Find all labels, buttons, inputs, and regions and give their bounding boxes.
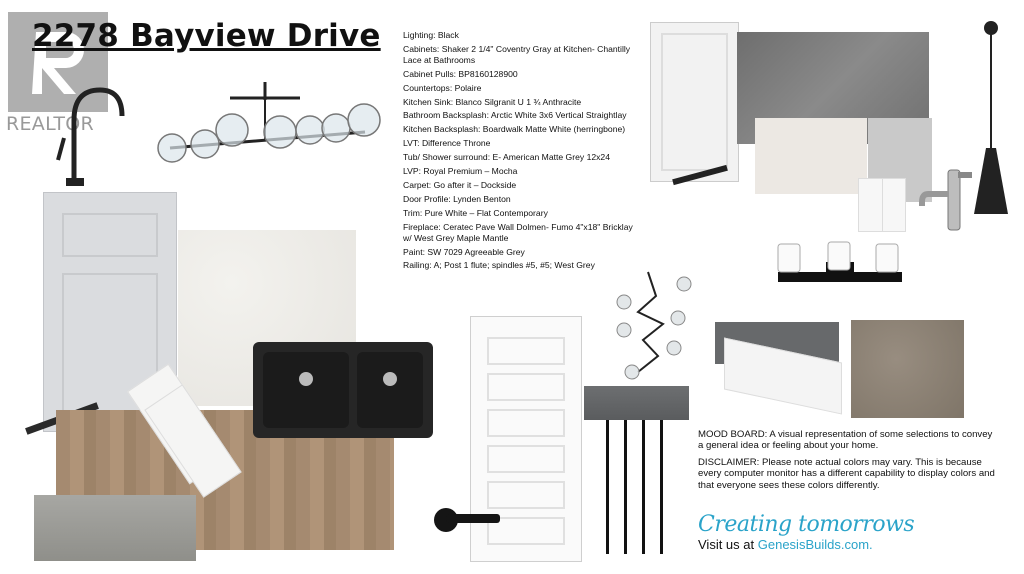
spec-door-profile: Door Profile: Lynden Benton bbox=[403, 193, 511, 204]
spec-lvt: LVT: Difference Throne bbox=[403, 138, 491, 149]
railing-spindle-2 bbox=[624, 420, 627, 554]
bathroom-cabinet-door-swatch bbox=[650, 22, 739, 182]
realtor-watermark-text: REALTOR bbox=[6, 113, 95, 135]
disclaimer-note: DISCLAIMER: Please note actual colors may vary. This is because every computer monitor has a different capability to display colors and that everyone sees these colors differently. bbox=[698, 456, 995, 491]
spec-bathroom-backsplash: Bathroom Backsplash: Arctic White 3x6 Vertical Straightlay bbox=[403, 110, 627, 121]
genesis-tagline: Creating tomorrows bbox=[698, 512, 915, 537]
mood-board-note: MOOD BOARD: A visual representation of some selections to convey a general idea or feeling about your home. bbox=[698, 429, 993, 452]
branch-chandelier-image bbox=[608, 268, 698, 384]
spec-tub-shower: Tub/ Shower surround: E- American Matte Grey 12x24 bbox=[403, 152, 610, 163]
spec-carpet: Carpet: Go after it – Dockside bbox=[403, 179, 517, 190]
railing-spindle-3 bbox=[642, 420, 645, 554]
carpet-dockside-swatch bbox=[851, 320, 964, 418]
website-link[interactable]: GenesisBuilds.com. bbox=[757, 537, 873, 552]
notes-block bbox=[698, 429, 998, 496]
door-lever-handle-image bbox=[432, 500, 504, 540]
bathroom-faucet-image bbox=[918, 166, 974, 232]
spec-paint: Paint: SW 7029 Agreeable Grey bbox=[403, 246, 525, 257]
chandelier-image bbox=[150, 80, 390, 170]
spec-lighting: Lighting: Black bbox=[403, 30, 459, 40]
railing-spindle-4 bbox=[660, 420, 663, 554]
property-title: 2278 Bayview Drive bbox=[32, 18, 381, 54]
spec-cabinet-pulls: Cabinet Pulls: BP8160128900 bbox=[403, 68, 518, 79]
subway-tile-swatch-2 bbox=[882, 178, 906, 232]
railing-handrail-swatch bbox=[584, 386, 689, 420]
vanity-light-image bbox=[772, 238, 908, 288]
visit-prefix: Visit us at bbox=[698, 537, 755, 552]
spec-kitchen-backsplash: Kitchen Backsplash: Boardwalk Matte White (herringbone) bbox=[403, 124, 626, 135]
selection-specs-list bbox=[403, 30, 635, 274]
spec-cabinets: Cabinets: Shaker 2 1/4" Coventry Gray at Kitchen- Chantilly Lace at Bathrooms bbox=[403, 43, 631, 65]
kitchen-sink-anthracite-image bbox=[253, 342, 433, 438]
spec-trim: Trim: Pure White – Flat Contemporary bbox=[403, 207, 548, 218]
spec-fireplace: Fireplace: Ceratec Pave Wall Dolmen- Fumo 4"x18" Bricklay w/ West Grey Maple Mantle bbox=[403, 221, 633, 243]
kitchen-faucet-image bbox=[52, 80, 130, 190]
spec-railing: Railing: A; Post 1 flute; spindles #5, #5; West Grey bbox=[403, 260, 595, 271]
website-line bbox=[698, 537, 873, 552]
fireplace-stone-swatch bbox=[34, 495, 196, 561]
spec-kitchen-sink: Kitchen Sink: Blanco Silgranit U 1 ¾ Anthracite bbox=[403, 96, 582, 107]
bathroom-countertop-swatch bbox=[755, 118, 867, 194]
spec-countertops: Countertops: Polaire bbox=[403, 82, 482, 93]
railing-spindle-1 bbox=[606, 420, 609, 554]
spec-lvp: LVP: Royal Premium – Mocha bbox=[403, 166, 518, 177]
